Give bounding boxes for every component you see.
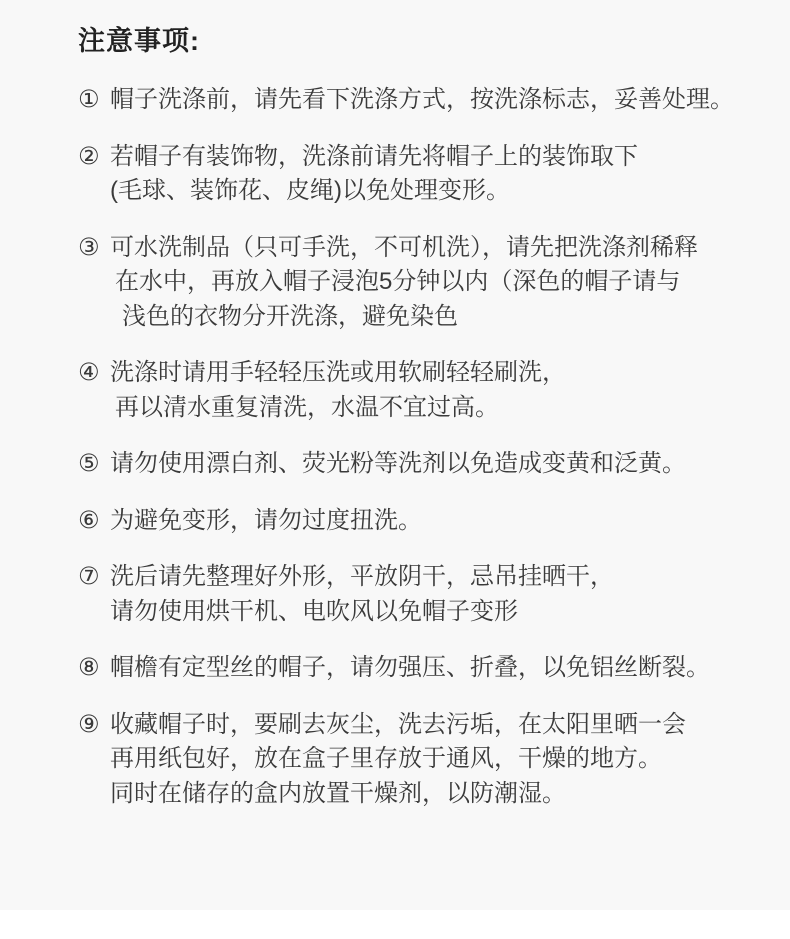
notice-item-3	[78, 231, 750, 335]
item-line: 在水中，再放入帽子浸泡5分钟以内（深色的帽子请与	[115, 268, 681, 295]
item-number: ⑤	[78, 450, 100, 477]
item-line: 洗涤时请用手轻轻压洗或用软刷轻轻刷洗，	[110, 359, 566, 386]
item-line: 为避免变形，请勿过度扭洗。	[110, 506, 422, 534]
notice-item-5	[78, 447, 750, 482]
item-line: 帽子洗涤前，请先看下洗涤方式，按洗涤标志，妥善处理。	[110, 86, 734, 113]
notice-item-7	[78, 560, 750, 629]
notice-item-2	[78, 140, 750, 209]
item-text	[110, 356, 750, 425]
item-number: ⑥	[78, 506, 100, 534]
item-text	[110, 83, 750, 118]
item-line: 再用纸包好，放在盒子里存放于通风，干燥的地方。	[110, 745, 662, 772]
item-line: 同时在储存的盒内放置干燥剂，以防潮湿。	[110, 779, 566, 807]
notice-item-6	[78, 504, 750, 539]
item-text	[110, 504, 750, 539]
item-text	[110, 447, 750, 482]
item-line: 洗后请先整理好外形，平放阴干，忌吊挂晒干，	[110, 563, 614, 590]
page-title: 注意事项:	[78, 26, 200, 56]
item-line: 浅色的衣物分开洗涤，避免染色	[122, 302, 458, 330]
item-text	[110, 708, 750, 812]
item-line: 再以清水重复清洗，水温不宜过高。	[115, 393, 499, 421]
item-line: (毛球、装饰花、皮绳)以免处理变形。	[110, 177, 510, 204]
item-line: 若帽子有装饰物，洗涤前请先将帽子上的装饰取下	[110, 142, 638, 170]
item-number: ⑦	[78, 563, 100, 590]
item-text	[110, 651, 750, 686]
notice-item-4	[78, 356, 750, 425]
item-text	[110, 231, 750, 335]
page-bottom-whitespace	[0, 910, 790, 939]
item-text	[110, 140, 750, 209]
item-number: ①	[78, 86, 100, 113]
item-number: ②	[78, 142, 100, 170]
item-line: 可水洗制品（只可手洗，不可机洗），请先把洗涤剂稀释	[110, 233, 698, 261]
item-number: ⑧	[78, 654, 100, 681]
notice-item-8	[78, 651, 750, 686]
item-line: 请勿使用漂白剂、荧光粉等洗剂以免造成变黄和泛黄。	[110, 450, 686, 477]
notice-item-1	[78, 83, 750, 118]
item-line: 请勿使用烘干机、电吹风以免帽子变形	[110, 597, 518, 625]
item-line: 收藏帽子时，要刷去灰尘，洗去污垢，在太阳里晒一会	[110, 710, 686, 738]
item-number: ④	[78, 359, 100, 386]
item-number: ③	[78, 233, 100, 261]
item-text	[110, 560, 750, 629]
item-line: 帽檐有定型丝的帽子，请勿强压、折叠，以免铝丝断裂。	[110, 654, 710, 681]
notice-item-9	[78, 708, 750, 812]
item-number: ⑨	[78, 710, 100, 738]
notice-list	[78, 83, 750, 811]
